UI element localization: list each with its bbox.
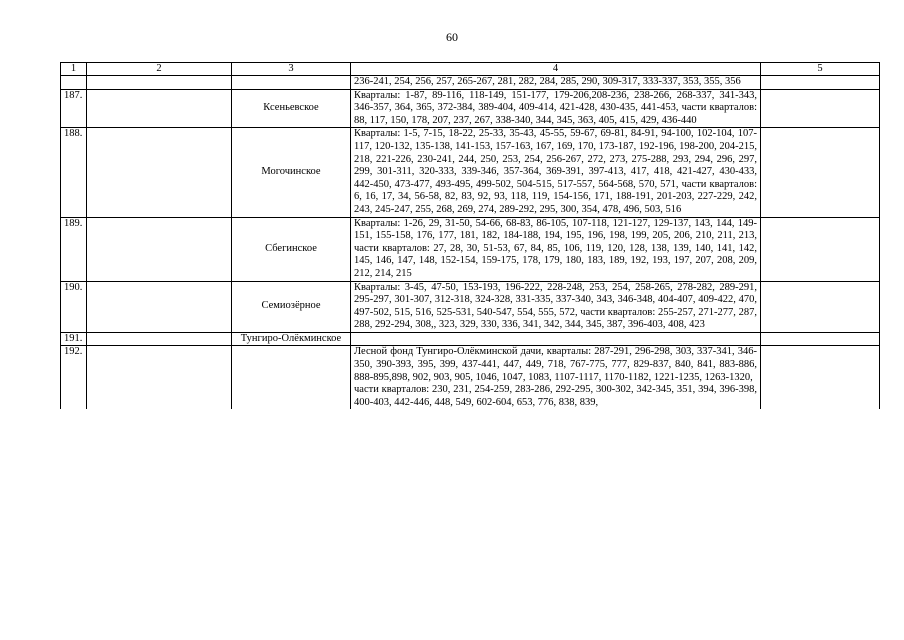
row-col5: [761, 89, 880, 128]
row-name: Ксеньевское: [232, 89, 351, 128]
table-row: [61, 281, 880, 332]
header-col-4: 4: [351, 63, 761, 76]
row-name: Семиозёрное: [232, 281, 351, 332]
row-description: [351, 346, 761, 409]
row-number: 188.: [61, 128, 87, 217]
row-col5: [761, 346, 880, 409]
page-number: 60: [446, 30, 458, 44]
table-row: [61, 89, 880, 128]
row-col5: [761, 332, 880, 346]
continuation-text: 236-241, 254, 256, 257, 265-267, 281, 282, 284, 285, 290, 309-317, 333-337, 353, 355, 356: [351, 76, 761, 90]
row-description: Кварталы: 1-5, 7-15, 18-22, 25-33, 35-43, 45-55, 59-67, 69-81, 84-91, 94-100, 102-104, 107-117, 120-132, 135-138, 141-153, 157-163, 167, 169, 170, 173-187, 192-196, 198-200, 204-215, 218, 221-226, 230-241, 244, 250, 253, 254, 256-267, 272, 273, 275-288, 293, 294, 296, 297, 299, 301-311, 320-333, 339-346, 357-364, 369-391, 397-413, 417, 418, 421-427, 430-433, 442-450, 473-477, 493-495, 499-502, 504-515, 517-557, 564-568, 570, 571, части кварталов: 6, 16, 17, 34, 56-58, 82, 83, 92, 93, 118, 119, 154-156, 171, 188-191, 201-203, 227-229, 242, 243, 245-247, 255, 268, 269, 274, 289-292, 295, 300, 354, 478, 496, 503, 516: [351, 128, 761, 217]
header-col-3: 3: [232, 63, 351, 76]
row-col2: [87, 217, 232, 281]
row-description: Кварталы: 1-26, 29, 31-50, 54-66, 68-83, 86-105, 107-118, 121-127, 129-137, 143, 144, 149-151, 155-158, 176, 177, 181, 182, 184-188, 194, 195, 196, 198, 199, 205, 206, 210, 211, 213, части кварталов: 27, 28, 30, 51-53, 67, 84, 85, 106, 119, 120, 128, 138, 139, 140, 141, 142, 145, 146, 147, 148, 152-154, 159-175, 178, 179, 180, 183, 189, 192, 193, 197, 207, 208, 209, 212, 214, 215: [351, 217, 761, 281]
row-col2: [87, 332, 232, 346]
row-description-main: Лесной фонд Тунгиро-Олёкминской дачи, кварталы: 287-291, 296-298, 303, 337-341, 346-350, 390-393, 395, 399, 437-441, 447, 449, 718, 767-775, 777, 829-837, 840, 841, 883-886, 888-895,898, 902, 903, 905, 1046, 1047, 1083, 1107-1117, 1170-1182, 1221-1235, 1263-1320,: [354, 346, 757, 383]
row-col2: [87, 76, 232, 90]
row-number: 187.: [61, 89, 87, 128]
row-col5: [761, 281, 880, 332]
row-description: Кварталы: 3-45, 47-50, 153-193, 196-222, 228-248, 253, 254, 258-265, 278-282, 289-291, 295-297, 301-307, 312-318, 324-328, 331-335, 337-340, 343, 346-348, 404-407, 409-422, 470, 497-502, 515, 516, 525-531, 540-547, 554, 555, 572, части кварталов: 255-257, 271-277, 287, 288, 292-294, 308,, 323, 329, 330, 336, 341, 342, 344, 345, 387, 396-403, 408, 423: [351, 281, 761, 332]
table-header-row: [61, 63, 880, 76]
forestry-table: [60, 62, 880, 409]
row-col5: [761, 128, 880, 217]
row-name: Тунгиро-Олёкминское: [232, 332, 351, 346]
row-number: [61, 76, 87, 90]
row-col2: [87, 346, 232, 409]
row-number: 189.: [61, 217, 87, 281]
row-name: Могочинское: [232, 128, 351, 217]
row-number: 190.: [61, 281, 87, 332]
row-description: Кварталы: 1-87, 89-116, 118-149, 151-177, 179-206,208-236, 238-266, 268-337, 341-343, 346-357, 364, 365, 372-384, 389-404, 409-414, 421-428, 430-435, 441-453, части кварталов: 88, 117, 150, 178, 207, 237, 267, 338-340, 344, 345, 363, 405, 415, 429, 436-440: [351, 89, 761, 128]
row-col5: [761, 217, 880, 281]
header-col-2: 2: [87, 63, 232, 76]
table-row: [61, 332, 880, 346]
header-col-5: 5: [761, 63, 880, 76]
row-name: [232, 346, 351, 409]
table-row: [61, 217, 880, 281]
table-row-continuation: [61, 76, 880, 90]
row-number: 192.: [61, 346, 87, 409]
row-col5: [761, 76, 880, 90]
table-row: [61, 128, 880, 217]
row-col2: [87, 89, 232, 128]
row-description-parts: части кварталов: 230, 231, 254-259, 283-286, 292-295, 300-302, 342-345, 351, 394, 396-398, 400-403, 442-446, 448, 549, 602-604, 653, 776, 838, 839,: [354, 384, 757, 408]
row-number: 191.: [61, 332, 87, 346]
header-col-1: 1: [61, 63, 87, 76]
row-name: Сбегинское: [232, 217, 351, 281]
row-name: [232, 76, 351, 90]
row-description: [351, 332, 761, 346]
table-row: [61, 346, 880, 409]
row-col2: [87, 281, 232, 332]
row-col2: [87, 128, 232, 217]
